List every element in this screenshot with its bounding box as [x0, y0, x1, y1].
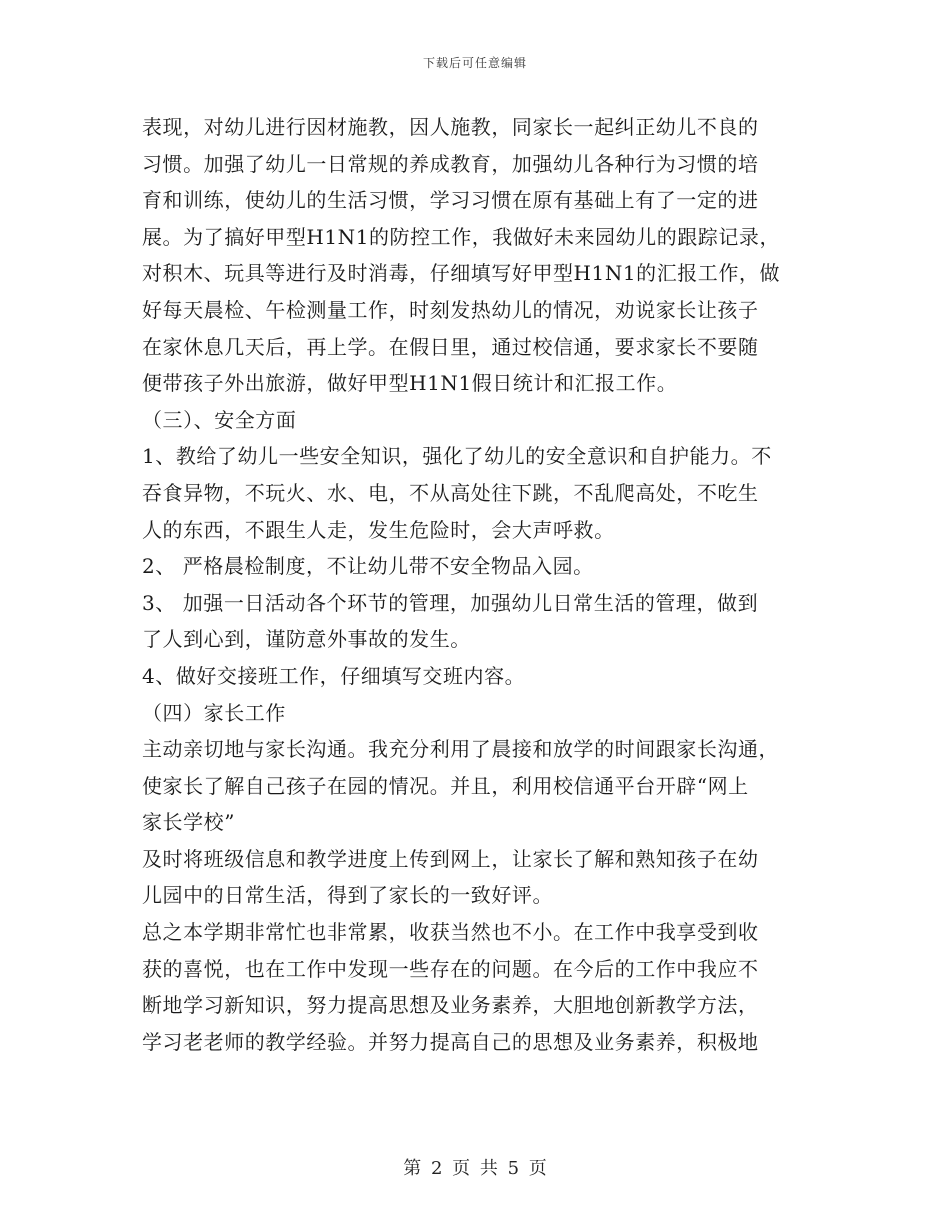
text-line: 1、教给了幼儿一些安全知识，强化了幼儿的安全意识和自护能力。不 — [142, 444, 772, 469]
text-line: 吞食异物，不玩火、水、电，不从高处往下跳，不乱爬高处，不吃生 — [142, 480, 759, 505]
text-line: 3、 加强一日活动各个环节的管理，加强幼儿日常生活的管理，做到 — [142, 590, 759, 615]
text-line: 主动亲切地与家长沟通。我充分利用了晨接和放学的时间跟家长沟通， — [142, 737, 780, 762]
page-number-footer: 第 2 页 共 5 页 — [403, 1158, 547, 1179]
page-header: 下载后可任意编辑 — [422, 56, 527, 70]
text-line: 及时将班级信息和教学进度上传到网上，让家长了解和熟知孩子在幼 — [142, 846, 759, 871]
text-line: 在家休息几天后，再上学。在假日里，通过校信通，要求家长不要随 — [142, 334, 759, 359]
text-line: 习惯。加强了幼儿一日常规的养成教育，加强幼儿各种行为习惯的培 — [142, 151, 759, 176]
text-line: 好每天晨检、午检测量工作，时刻发热幼儿的情况，劝说家长让孩子 — [142, 297, 759, 322]
text-line: 总之本学期非常忙也非常累，收获当然也不小。在工作中我享受到收 — [142, 920, 759, 945]
text-line: 家长学校” — [142, 810, 235, 835]
text-line: 展。为了搞好甲型H1N1的防控工作，我做好未来园幼儿的跟踪记录， — [142, 224, 780, 249]
text-line: 表现，对幼儿进行因材施教，因人施教，同家长一起纠正幼儿不良的 — [142, 115, 759, 139]
text-line: 对积木、玩具等进行及时消毒，仔细填写好甲型H1N1的汇报工作，做 — [142, 261, 780, 286]
body-text — [142, 109, 807, 1060]
text-line: 4、做好交接班工作，仔细填写交班内容。 — [142, 663, 526, 688]
text-line: 人的东西，不跟生人走，发生危险时，会大声呼救。 — [142, 517, 615, 542]
text-line: 2、 严格晨检制度，不让幼儿带不安全物品入园。 — [142, 554, 594, 579]
text-line: 育和训练，使幼儿的生活习惯，学习习惯在原有基础上有了一定的进 — [142, 188, 759, 213]
text-line: 学习老老师的教学经验。并努力提高自己的思想及业务素养，积极地 — [142, 1029, 759, 1054]
text-line: 断地学习新知识，努力提高思想及业务素养，大胆地创新教学方法， — [142, 993, 759, 1018]
text-line: 了人到心到，谨防意外事故的发生。 — [142, 627, 471, 652]
section-heading-parents: （四）家长工作 — [142, 700, 286, 725]
text-line: 获的喜悦，也在工作中发现一些存在的问题。在今后的工作中我应不 — [142, 956, 759, 981]
section-heading-safety: （三）、安全方面 — [142, 407, 297, 432]
text-line: 儿园中的日常生活，得到了家长的一致好评。 — [142, 883, 553, 908]
text-line: 便带孩子外出旅游，做好甲型H1N1假日统计和汇报工作。 — [142, 371, 678, 396]
text-line: 使家长了解自己孩子在园的情况。并且，利用校信通平台开辟“网上 — [142, 773, 749, 798]
